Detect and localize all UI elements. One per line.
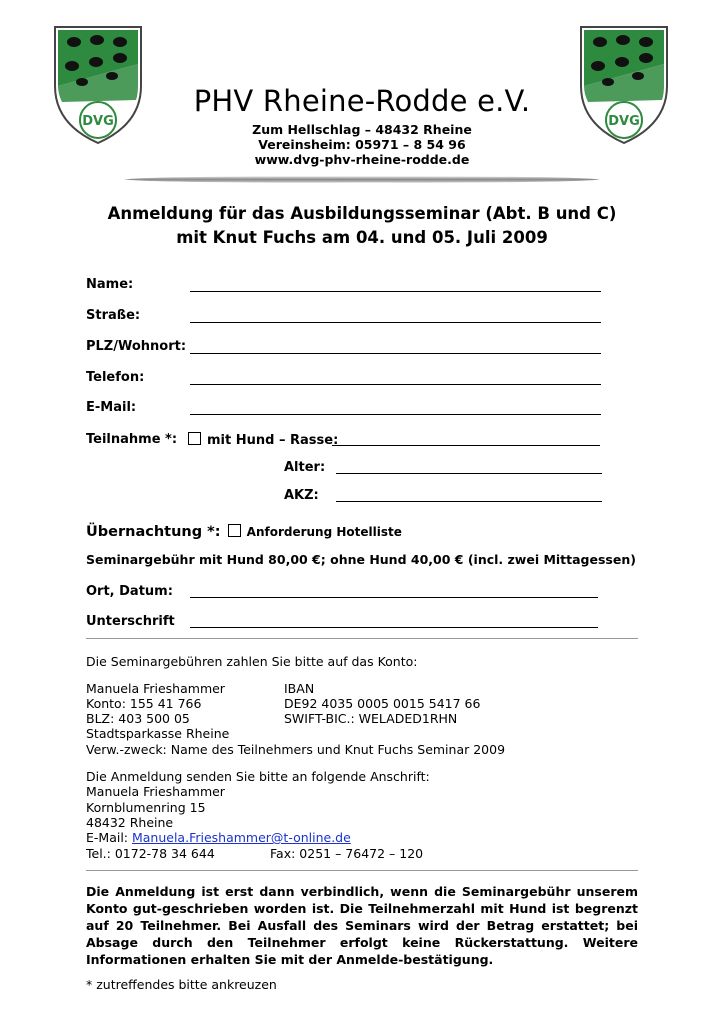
name-label: Name: (86, 277, 134, 292)
contact-fax: Fax: 0251 – 76472 – 120 (270, 846, 424, 861)
account-number: Konto: 155 41 766 (86, 696, 202, 711)
fee-text: Seminargebühr mit Hund 80,00 €; ohne Hund 40,00 € (incl. zwei Mittagessen) (86, 552, 636, 567)
form-title-line1: Anmeldung für das Ausbildungsseminar (Abt. B und C) (107, 204, 617, 223)
street-label: Straße: (86, 308, 141, 323)
akz-field[interactable] (336, 501, 602, 502)
with-dog-checkbox[interactable] (188, 432, 201, 445)
footnote: * zutreffendes bitte ankreuzen (86, 977, 277, 992)
payment-purpose: Verw.-zweck: Name des Teilnehmers und Knut Fuchs Seminar 2009 (86, 742, 506, 757)
email-field[interactable] (190, 414, 601, 415)
phone-field[interactable] (190, 384, 601, 385)
payment-intro: Die Seminargebühren zahlen Sie bitte auf das Konto: (86, 654, 418, 669)
svg-text:DVG: DVG (82, 114, 114, 129)
swift-bic: SWIFT-BIC.: WELADED1RHN (284, 711, 458, 726)
divider-bottom (86, 870, 638, 871)
form-title-line2: mit Knut Fuchs am 04. und 05. Juli 2009 (176, 228, 548, 247)
contact-intro: Die Anmeldung senden Sie bitte an folgende Anschrift: (86, 769, 430, 784)
club-clubhouse-phone: Vereinsheim: 05971 – 8 54 96 (258, 137, 466, 152)
binding-note: Die Anmeldung ist erst dann verbindlich, wenn die Seminargebühr unserem Konto gut-geschrieben worden ist. Die Teilnehmerzahl mit Hund ist begrenzt auf 20 Teilnehmer. Bei Ausfall des Seminars wird der Betrag erstattet; bei Absage durch den Teilnehmer erfolgt keine Rückerstattung. Weitere Informationen erhalten Sie mit der Anmelde-bestätigung. (86, 884, 638, 967)
akz-label: AKZ: (284, 488, 319, 503)
divider-top (86, 638, 638, 639)
phone-label: Telefon: (86, 370, 145, 385)
age-field[interactable] (336, 473, 602, 474)
bank-name: Stadtsparkasse Rheine (86, 726, 230, 741)
age-label: Alter: (284, 460, 326, 475)
place-date-label: Ort, Datum: (86, 584, 173, 599)
hotel-list-label: Anforderung Hotelliste (246, 525, 402, 539)
overnight-label: Übernachtung *: (86, 524, 221, 540)
contact-name: Manuela Frieshammer (86, 784, 225, 799)
contact-email-link[interactable]: Manuela.Frieshammer@t-online.de (131, 830, 351, 845)
contact-email-prefix: E-Mail: (86, 830, 132, 845)
contact-city: 48432 Rheine (86, 815, 174, 830)
signature-field[interactable] (190, 627, 598, 628)
breed-field[interactable] (332, 445, 600, 446)
header-divider (124, 176, 600, 183)
email-label: E-Mail: (86, 400, 137, 415)
club-website: www.dvg-phv-rheine-rodde.de (254, 152, 470, 167)
zip-city-field[interactable] (190, 353, 601, 354)
bank-code: BLZ: 403 500 05 (86, 711, 190, 726)
club-name: PHV Rheine-Rodde e.V. (193, 84, 531, 118)
place-date-field[interactable] (190, 597, 598, 598)
signature-label: Unterschrift (86, 614, 175, 629)
with-dog-option (188, 432, 338, 448)
street-field[interactable] (190, 322, 601, 323)
hotel-list-checkbox[interactable] (228, 524, 241, 537)
iban-label: IBAN (284, 681, 315, 696)
participation-label: Teilnahme *: (86, 432, 178, 447)
contact-email-line (86, 830, 351, 845)
iban-value: DE92 4035 0005 0015 5417 66 (284, 696, 481, 711)
name-field[interactable] (190, 291, 601, 292)
club-address: Zum Hellschlag – 48432 Rheine (252, 122, 472, 137)
contact-street: Kornblumenring 15 (86, 800, 206, 815)
with-dog-label: mit Hund – Rasse: (207, 433, 339, 448)
zip-city-label: PLZ/Wohnort: (86, 339, 187, 354)
svg-text:DVG: DVG (608, 114, 640, 129)
overnight-row (86, 521, 402, 540)
account-holder: Manuela Frieshammer (86, 681, 225, 696)
contact-phone: Tel.: 0172-78 34 644 (86, 846, 215, 861)
